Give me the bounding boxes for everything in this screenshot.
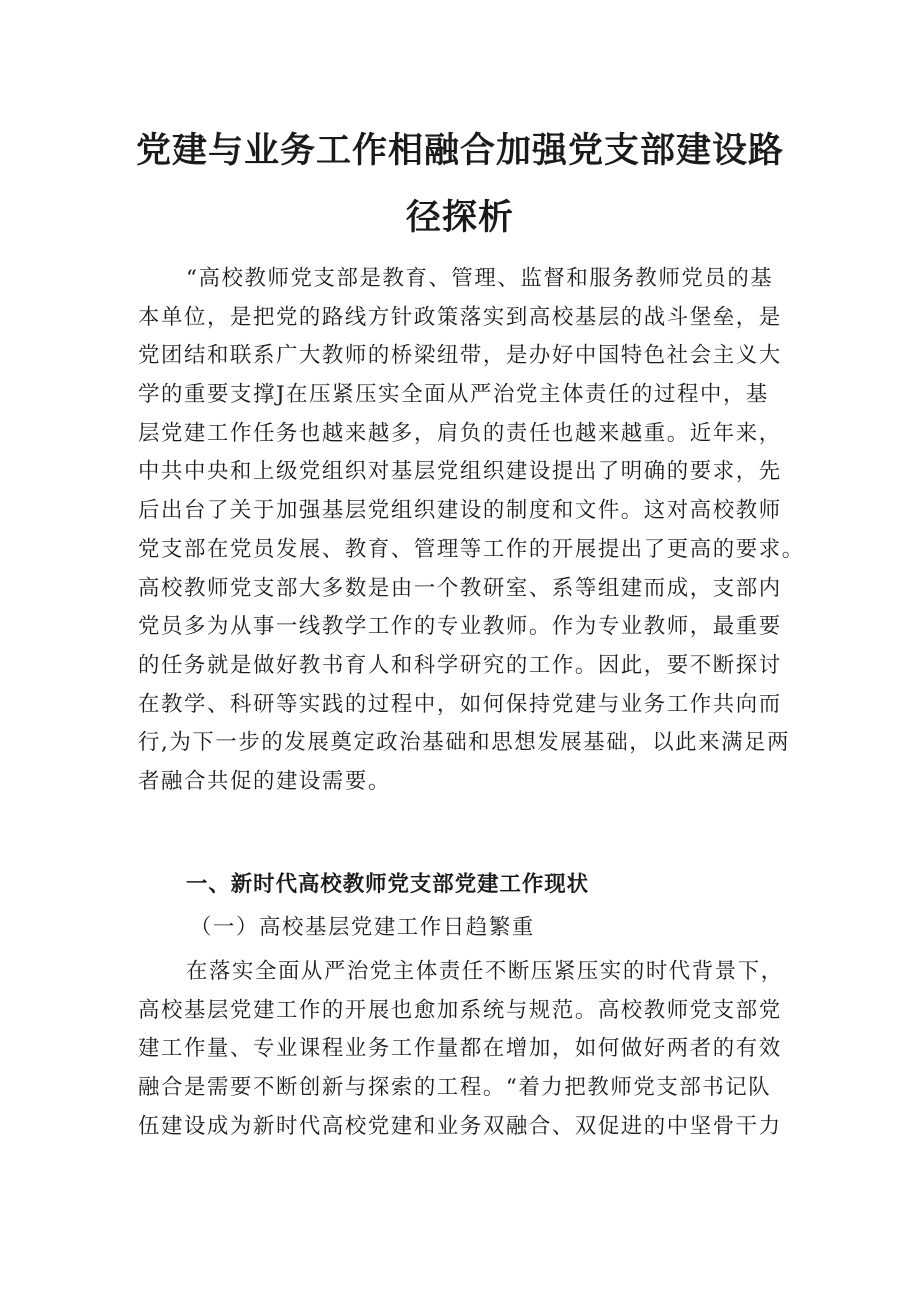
text-line: 在教学、科研等实践的过程中，如何保持党建与业务工作共向而 <box>138 691 782 717</box>
section-heading: 一、新时代高校教师党支部党建工作现状 <box>186 872 590 897</box>
text-line: 中共中央和上级党组织对基层党组织建设提出了明确的要求，先 <box>138 459 782 485</box>
text-line: 在落实全面从严治党主体责任不断压紧压实的时代背景下， <box>186 959 784 984</box>
text-line: 建工作量、专业课程业务工作量都在增加，如何做好两者的有效 <box>138 1036 782 1062</box>
document-title-line-2: 径探析 <box>405 198 514 238</box>
text-line: 党支部在党员发展、教育、管理等工作的开展提出了更高的要求。 <box>138 536 805 562</box>
text-line: 党员多为从事一线教学工作的专业教师。作为专业教师，最重要 <box>138 614 782 640</box>
text-line: 学的重要支撑J在压紧压实全面从严治党主体责任的过程中，基 <box>138 382 769 408</box>
text-line: 后出台了关于加强基层党组织建设的制度和文件。这对高校教师 <box>138 498 782 524</box>
document-title-line-1: 党建与业务工作相融合加强党支部建设路 <box>135 131 784 171</box>
text-line: 伍建设成为新时代高校党建和业务双融合、双促进的中坚骨干力 <box>138 1113 782 1139</box>
text-line: 本单位，是把党的路线方针政策落实到高校基层的战斗堡垒，是 <box>138 304 782 330</box>
section-paragraph <box>138 953 798 1146</box>
text-line: 行,为下一步的发展奠定政治基础和思想发展基础，以此来满足两 <box>138 730 791 756</box>
intro-paragraph <box>138 260 805 802</box>
text-line: “高校教师党支部是教育、管理、监督和服务教师党员的基 <box>186 266 774 291</box>
text-line: 党团结和联系广大教师的桥梁纽带，是办好中国特色社会主义大 <box>138 343 782 369</box>
subsection-heading: （一）高校基层党建工作日趋繁重 <box>190 915 535 940</box>
text-line: 高校教师党支部大多数是由一个教研室、系等组建而成，支部内 <box>138 575 782 601</box>
text-line: 的任务就是做好教书育人和科学研究的工作。因此，要不断探讨 <box>138 652 782 678</box>
text-line: 融合是需要不断创新与探索的工程。“着力把教师党支部书记队 <box>138 1075 772 1101</box>
text-line: 者融合共促的建设需要。 <box>138 768 391 794</box>
text-line: 层党建工作任务也越来越多，肩负的责任也越来越重。近年来， <box>138 420 782 446</box>
text-line: 高校基层党建工作的开展也愈加系统与规范。高校教师党支部党 <box>138 997 782 1023</box>
